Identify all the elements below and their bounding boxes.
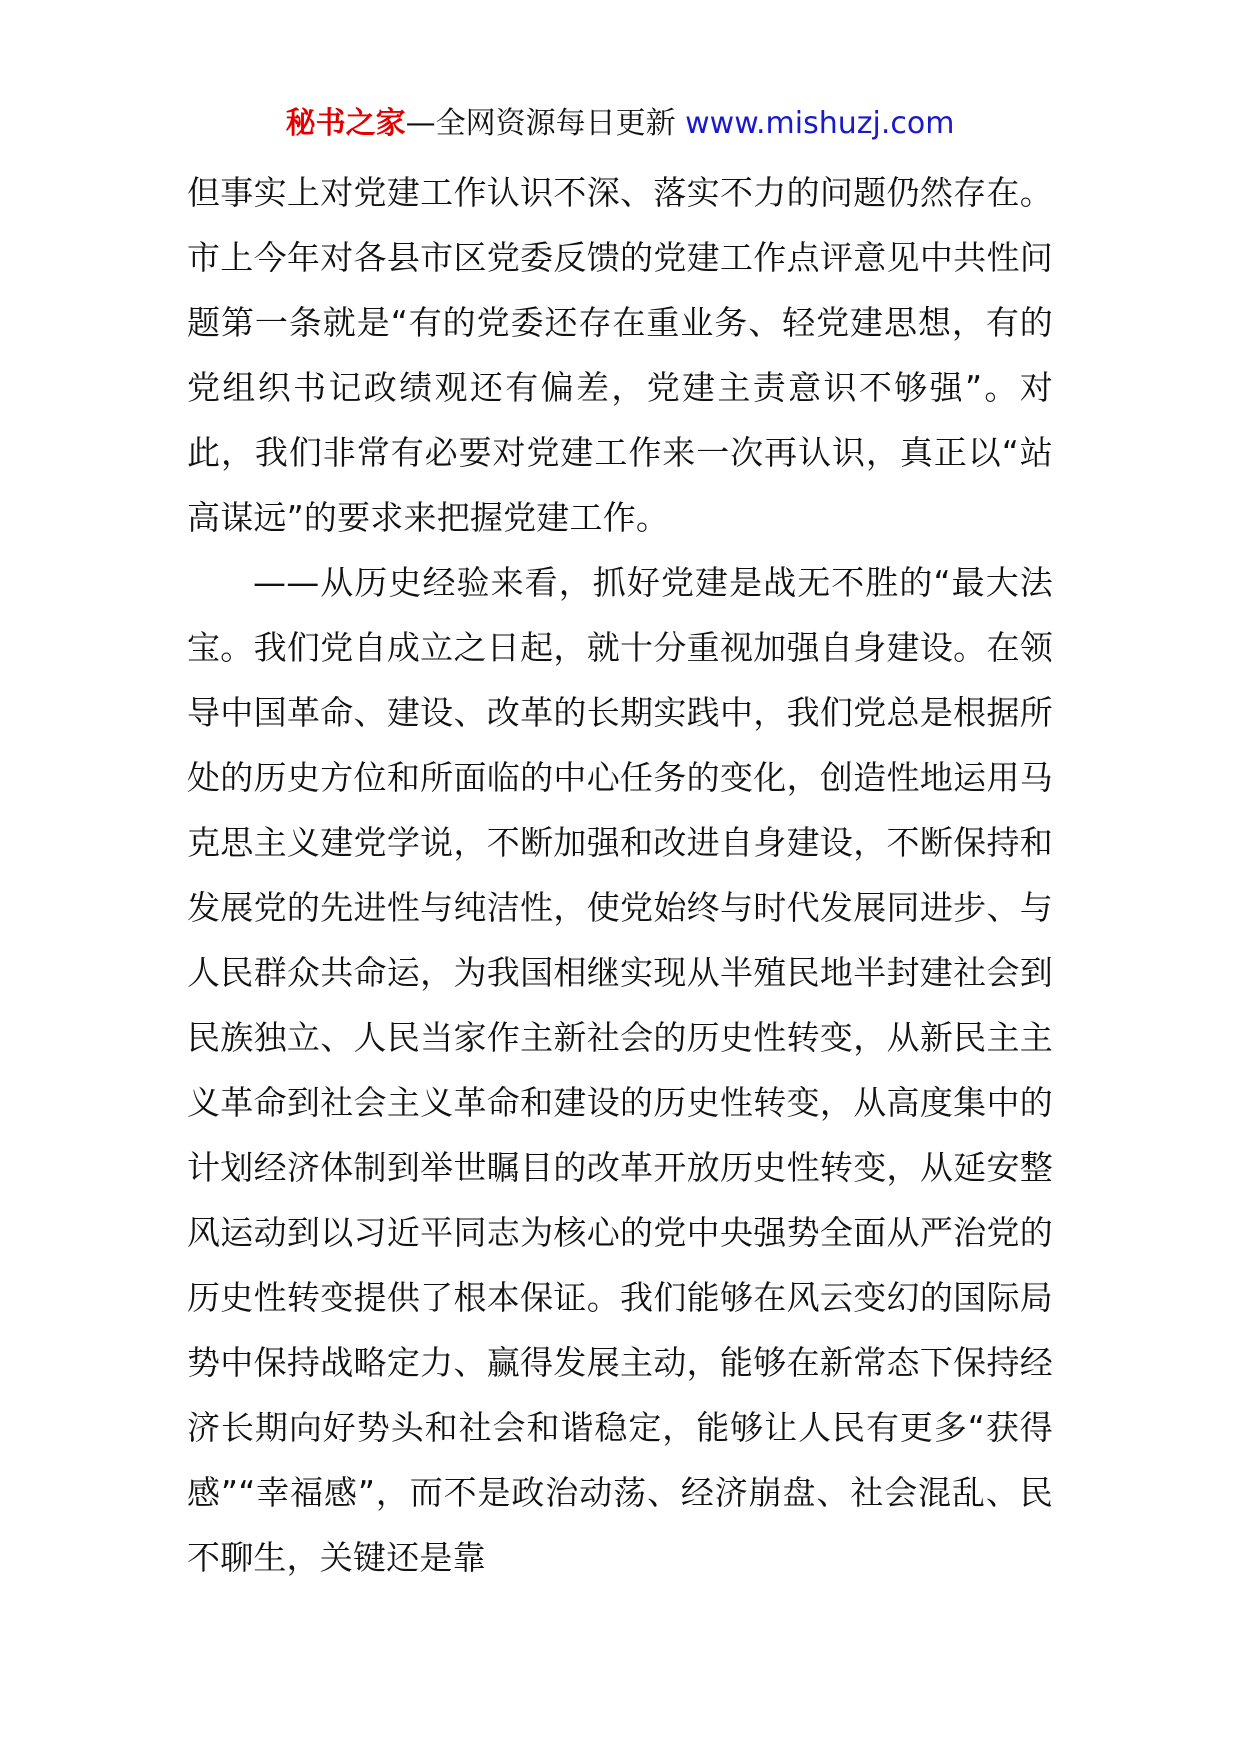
header-url-link[interactable]: www.mishuzj.com xyxy=(685,106,955,141)
header-tagline: —全网资源每日更新 xyxy=(405,106,676,141)
paragraph-2: ——从历史经验来看，抓好党建是战无不胜的“最大法宝。我们党自成立之日起，就十分重视加强自身建设。在领导中国革命、建设、改革的长期实践中，我们党总是根据所处的历史方位和所面临的中心任务的变化，创造性地运用马克思主义建党学说，不断加强和改进自身建设，不断保持和发展党的先进性与纯洁性，使党始终与时代发展同进步、与人民群众共命运，为我国相继实现从半殖民地半封建社会到民族独立、人民当家作主新社会的历史性转变，从新民主主义革命到社会主义革命和建设的历史性转变，从高度集中的计划经济体制到举世瞩目的改革开放历史性转变，从延安整风运动到以习近平同志为核心的党中央强势全面从严治党的历史性转变提供了根本保证。我们能够在风云变幻的国际局势中保持战略定力、赢得发展主动，能够在新常态下保持经济长期向好势头和社会和谐稳定，能够让人民有更多“获得感”“幸福感”，而不是政治动荡、经济崩盘、社会混乱、民不聊生，关键还是靠 xyxy=(187,563,1053,1577)
header-brand: 秘书之家 xyxy=(285,106,406,141)
document-body xyxy=(187,160,1053,1590)
paragraph-1: 但事实上对党建工作认识不深、落实不力的问题仍然存在。市上今年对各县市区党委反馈的党建工作点评意见中共性问题第一条就是“有的党委还存在重业务、轻党建思想，有的党组织书记政绩观还有偏差，党建主责意识不够强”。对此，我们非常有必要对党建工作来一次再认识，真正以“站高谋远”的要求来把握党建工作。 xyxy=(187,173,1053,537)
page-header xyxy=(0,104,1240,144)
